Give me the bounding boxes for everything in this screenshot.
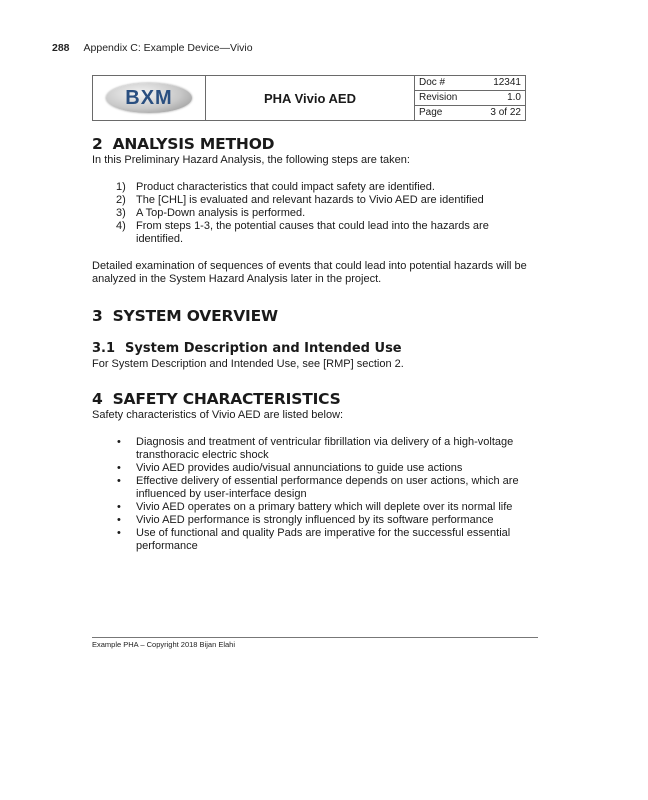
document-header-table xyxy=(92,75,526,121)
meta-page: Page 3 of 22 xyxy=(419,107,521,118)
list-item: 1) Product characteristics that could impact safety are identified. xyxy=(116,181,435,193)
running-head-title: Appendix C: Example Device—Vivio xyxy=(83,42,253,54)
list-item: 3) A Top-Down analysis is performed. xyxy=(116,207,306,219)
overview-text: For System Description and Intended Use, see [RMP] section 2. xyxy=(92,358,404,370)
bxm-logo: BXM xyxy=(106,83,192,113)
page-content xyxy=(92,134,532,553)
section-heading-analysis: 2 ANALYSIS METHOD xyxy=(92,135,275,153)
analysis-steps-list xyxy=(92,181,532,246)
list-item: • Effective delivery of essential performance depends on user actions, which are influenced by user-interface design xyxy=(92,475,532,501)
document-title: PHA Vivio AED xyxy=(206,76,415,121)
safety-characteristics-list xyxy=(92,436,532,553)
list-item: 4) From steps 1-3, the potential causes that could lead into the hazards are identified. xyxy=(116,220,489,245)
analysis-closing: Detailed examination of sequences of events that could lead into potential hazards will be analyzed in the System Hazard Analysis later in the project. xyxy=(92,260,527,285)
safety-intro: Safety characteristics of Vivio AED are listed below: xyxy=(92,409,344,421)
subsection-heading-description: 3.1 System Description and Intended Use xyxy=(92,341,402,356)
section-heading-overview: 3 SYSTEM OVERVIEW xyxy=(92,307,278,325)
running-head xyxy=(52,42,253,54)
list-item: • Vivio AED operates on a primary battery which will deplete over its normal life xyxy=(92,501,532,514)
list-item: • Diagnosis and treatment of ventricular fibrillation via delivery of a high-voltage transthoracic electric shock xyxy=(92,436,532,462)
meta-doc-number: Doc # 12341 xyxy=(415,76,525,91)
meta-revision: Revision 1.0 xyxy=(415,91,525,106)
section-heading-safety: 4 SAFETY CHARACTERISTICS xyxy=(92,390,341,408)
list-item: 2) The [CHL] is evaluated and relevant hazards to Vivio AED are identified xyxy=(116,194,484,206)
document-meta xyxy=(415,76,526,121)
list-item: • Vivio AED provides audio/visual annunciations to guide use actions xyxy=(92,462,532,475)
analysis-intro: In this Preliminary Hazard Analysis, the following steps are taken: xyxy=(92,154,410,166)
list-item: • Use of functional and quality Pads are imperative for the successful essential performance xyxy=(92,527,532,553)
page-number: 288 xyxy=(52,42,70,54)
footer-divider xyxy=(92,637,538,638)
footer-copyright: Example PHA – Copyright 2018 Bijan Elahi xyxy=(92,640,235,649)
list-item: • Vivio AED performance is strongly influenced by its software performance xyxy=(92,514,532,527)
logo-cell xyxy=(93,76,206,121)
